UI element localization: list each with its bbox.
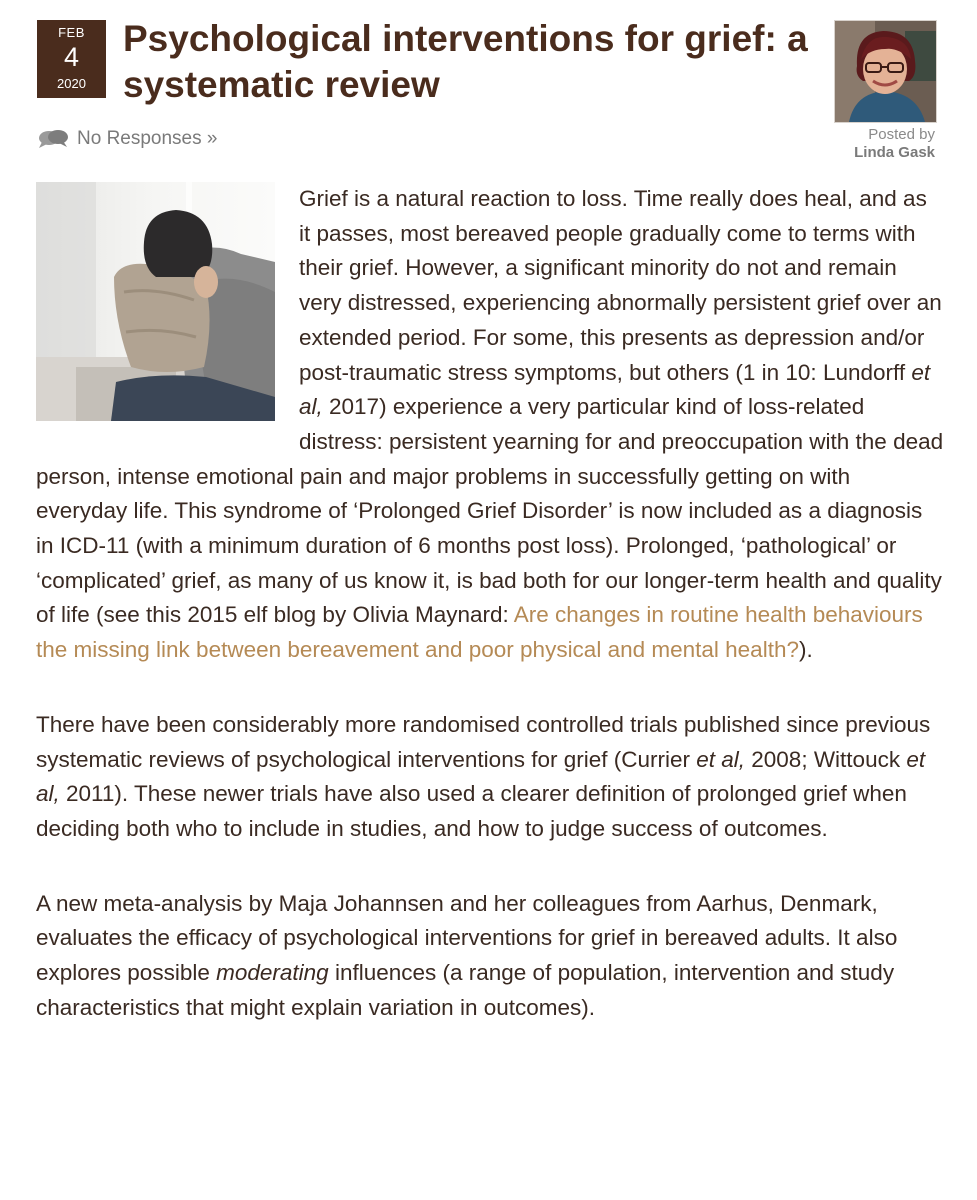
post-date-badge <box>37 20 106 98</box>
date-year: 2020 <box>57 76 86 91</box>
date-month: FEB <box>58 25 85 40</box>
article-paragraph-3: A new meta-analysis by Maja Johannsen and her colleagues from Aarhus, Denmark, evaluates the efficacy of psychological interventions for grief in bereaved adults. It also explores possible moderating influences (a range of population, intervention and study characteristics that might explain variation in outcomes). <box>36 890 898 1020</box>
article-paragraph-2: There have been considerably more randomised controlled trials published since previous systematic reviews of psychological interventions for grief (Currier et al, 2008; Wittouck et al, 2011). These newer trials have also used a clearer definition of prolonged grief when deciding both who to include in studies, and how to judge success of outcomes. <box>36 711 931 841</box>
article-paragraph-1: Grief is a natural reaction to loss. Time really does heal, and as it passes, most bereaved people gradually come to terms with their grief. However, a significant minority do not and remain very distressed, experiencing abnormally persistent grief over an extended period. For some, this presents as depression and/or post-traumatic stress symptoms, but others (1 in 10: Lundorff et al, 2017) experience a very particular kind of loss-related distress: persistent yearning for and preoccupation with the dead person, intense emotional pain and major problems in successfully getting on with everyday life. This syndrome of ‘Prolonged Grief Disorder’ is now included as a diagnosis in ICD-11 (with a minimum duration of 6 months post loss). Prolonged, ‘pathological’ or ‘complicated’ grief, as many of us know it, is bad both for our longer-term health and quality of life (see this 2015 elf blog by Olivia Maynard: Are changes in routine health behaviours the missing link between bereavement and poor physical and mental health?). <box>36 186 944 663</box>
author-avatar[interactable] <box>834 20 937 123</box>
related-post-link[interactable]: Are changes in routine health behaviours the missing link between bereavement and poor physical and mental health? <box>36 602 923 663</box>
author-name[interactable]: Linda Gask <box>854 144 935 161</box>
comments-link[interactable] <box>37 126 217 152</box>
speech-bubbles-icon <box>37 128 69 150</box>
comments-label[interactable]: No Responses » <box>77 128 218 149</box>
posted-by-label: Posted by <box>868 126 935 143</box>
date-day: 4 <box>63 42 80 72</box>
article-body <box>36 182 944 1065</box>
post-title[interactable]: Psychological interventions for grief: a systematic review <box>123 18 808 105</box>
article-image <box>36 182 275 421</box>
posted-by <box>854 126 935 162</box>
